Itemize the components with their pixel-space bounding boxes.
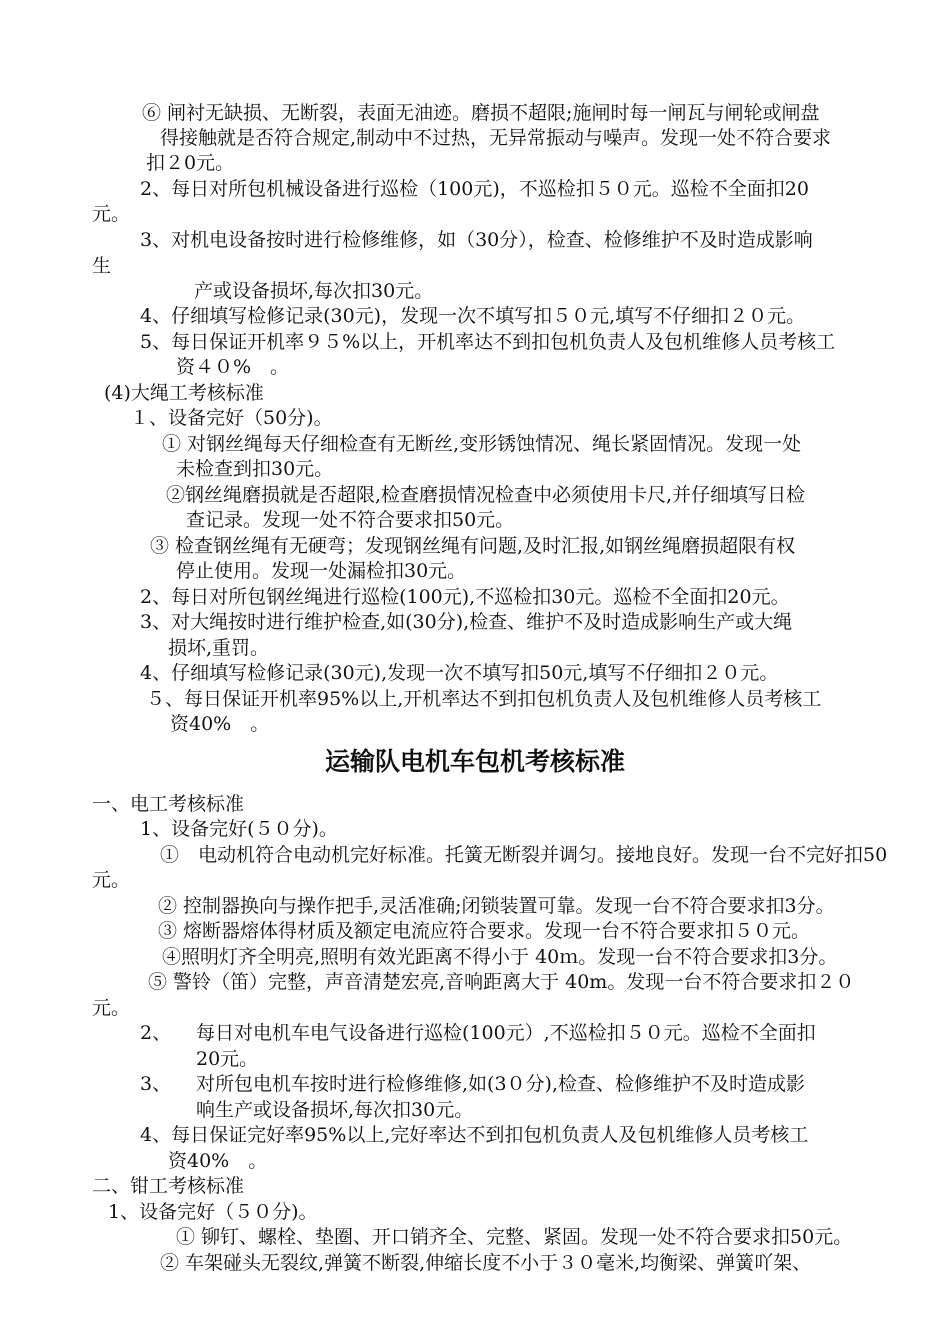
text-line: 得接触就是否符合规定,制动中不过热，无异常振动与噪声。发现一处不符合要求	[160, 127, 832, 149]
text-line: ② 车架碰头无裂纹,弹簧不断裂,伸缩长度不小于３０毫米,均衡梁、弹簧吖架、	[160, 1252, 812, 1274]
text-line: 资４０% 。	[176, 356, 290, 378]
text-line: 资40% 。	[168, 1150, 268, 1172]
text-line: ① 铆钉、螺栓、垫圈、开口销齐全、完整、紧固。发现一处不符合要求扣50元。	[176, 1226, 853, 1248]
section-heading: 一、电工考核标准	[92, 793, 245, 815]
text-line: 对所包电机车按时进行检修维修,如(3０分),检查、检修维护不及时造成影	[196, 1073, 805, 1095]
text-line: 2、每日对所包钢丝绳进行巡检(100元),不巡检扣30元。巡检不全面扣20元。	[140, 586, 790, 608]
text-line: 4、仔细填写检修记录(30元)，发现一次不填写扣５０元,填写不仔细扣２０元。	[140, 305, 806, 327]
text-line: 3、对大绳按时进行维护检查,如(30分),检查、维护不及时造成影响生产或大绳	[140, 611, 793, 633]
text-line: 元。	[92, 203, 131, 225]
text-line: ④照明灯齐全明亮,照明有效光距离不得小于 40ｍ。发现一台不符合要求扣3分。	[162, 946, 838, 968]
text-line: ① 电动机符合电动机完好标准。托簧无断裂并调匀。接地良好。发现一台不完好扣50	[160, 844, 888, 866]
text-line: ③ 检查钢丝绳有无硬弯；发现钢丝绳有问题,及时汇报,如钢丝绳磨损超限有权	[150, 535, 796, 557]
text-line: ③ 熔断器熔体得材质及额定电流应符合要求。发现一台不符合要求扣５０元。	[158, 920, 811, 942]
text-line: ⑥ 闸衬无缺损、无断裂，表面无油迹。磨损不超限;施闸时每一闸瓦与闸轮或闸盘	[142, 102, 820, 124]
text-line: 资40% 。	[170, 713, 270, 735]
text-line: 1、设备完好（５０分)。	[108, 1201, 318, 1223]
section-heading: (4)大绳工考核标准	[104, 382, 264, 404]
text-line: 响生产或设备损坏,每次扣30元。	[196, 1099, 474, 1121]
text-line: 3、对机电设备按时进行检修维修，如（30分），检查、检修维护不及时造成影响	[140, 229, 813, 251]
text-line: 查记录。发现一处不符合要求扣50元。	[186, 509, 515, 531]
text-line: 损坏,重罚。	[168, 637, 270, 659]
section-heading: 二、钳工考核标准	[92, 1175, 245, 1197]
text-line: ⑤ 警铃（笛）完整，声音清楚宏亮,音响距离大于 40m。发现一台不符合要求扣２０	[148, 971, 855, 993]
document-title: 运输队电机车包机考核标准	[324, 747, 625, 776]
text-line: 4、仔细填写检修记录(30元),发现一次不填写扣50元,填写不仔细扣２０元。	[140, 662, 779, 684]
text-line: 扣２0元。	[146, 152, 235, 174]
list-number: 2、	[140, 1022, 172, 1044]
text-line: ① 对钢丝绳每天仔细检查有无断丝,变形锈蚀情况、绳长紧固情况。发现一处	[162, 433, 802, 455]
text-line: ５、每日保证开机率95%以上,开机率达不到扣包机负责人及包机维修人员考核工	[146, 688, 822, 710]
text-line: ② 控制器换向与操作把手,灵活准确;闭锁装置可靠。发现一台不符合要求扣3分。	[158, 895, 835, 917]
text-line: ②钢丝绳磨损就是否超限,检查磨损情况检查中必须使用卡尺,并仔细填写日检	[166, 484, 806, 506]
text-line: 产或设备损坏,每次扣30元。	[194, 280, 434, 302]
text-line: 4、每日保证完好率95%以上,完好率达不到扣包机负责人及包机维修人员考核工	[140, 1124, 809, 1146]
text-line: 2、每日对所包机械设备进行巡检（100元)，不巡检扣５０元。巡检不全面扣20	[140, 178, 809, 200]
text-line: 停止使用。发现一处漏检扣30元。	[176, 560, 467, 582]
text-line: 20元。	[196, 1048, 259, 1070]
text-line: 元。	[92, 997, 131, 1019]
text-line: 元。	[92, 869, 131, 891]
text-line: 每日对电机车电气设备进行巡检(100元）,不巡检扣５０元。巡检不全面扣	[196, 1022, 816, 1044]
list-number: 3、	[140, 1073, 172, 1095]
text-line: 未检查到扣30元。	[176, 458, 334, 480]
text-line: 1、设备完好(５０分)。	[140, 818, 338, 840]
text-line: 5、每日保证开机率９５%以上，开机率达不到扣包机负责人及包机维修人员考核工	[140, 331, 836, 353]
text-line: １、设备完好（50分)。	[130, 407, 333, 429]
text-line: 生	[92, 255, 112, 277]
